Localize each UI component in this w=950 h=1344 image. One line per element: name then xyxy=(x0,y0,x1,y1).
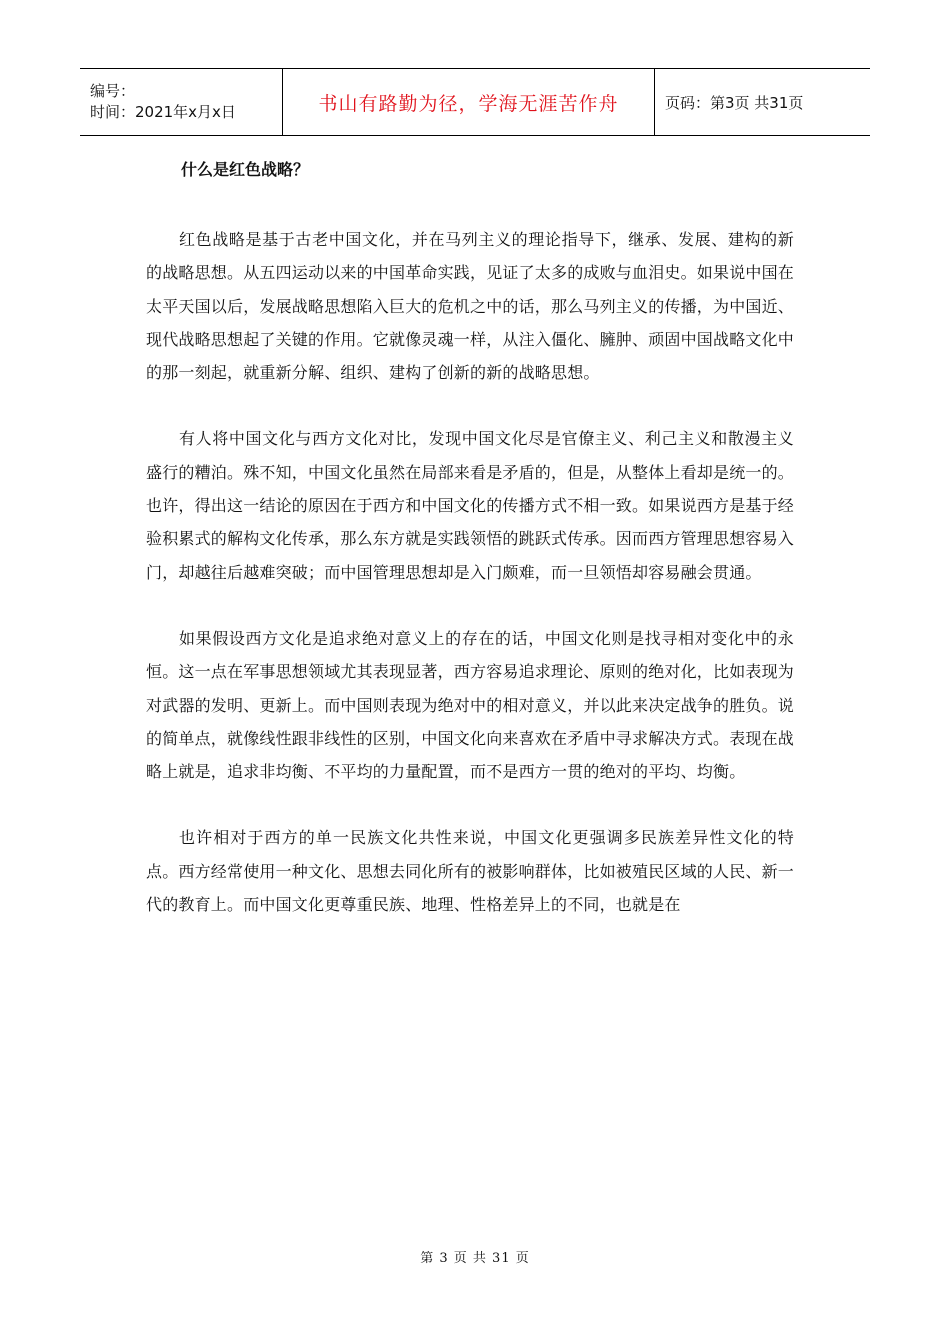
paragraph: 红色战略是基于古老中国文化，并在马列主义的理论指导下，继承、发展、建构的新的战略思想。从五四运动以来的中国革命实践，见证了太多的成败与血泪史。如果说中国在太平天国以后，发展战略思想陷入巨大的危机之中的话，那么马列主义的传播，为中国近、现代战略思想起了关键的作用。它就像灵魂一样，从注入僵化、臃肿、顽固中国战略文化中的那一刻起，就重新分解、组织、建构了创新的新的战略思想。 xyxy=(146,230,795,383)
paragraph: 如果假设西方文化是追求绝对意义上的存在的话，中国文化则是找寻相对变化中的永恒。这一点在军事思想领域尤其表现显著，西方容易追求理论、原则的绝对化，比如表现为对武器的发明、更新上。而中国则表现为绝对中的相对意义，并以此来决定战争的胜负。说的简单点，就像线性跟非线性的区别，中国文化向来喜欢在矛盾中寻求解决方式。表现在战略上就是，追求非均衡、不平均的力量配置，而不是西方一贯的绝对的平均、均衡。 xyxy=(146,628,795,782)
paragraph: 有人将中国文化与西方文化对比，发现中国文化尽是官僚主义、利己主义和散漫主义盛行的糟泊。殊不知，中国文化虽然在局部来看是矛盾的，但是，从整体上看却是统一的。也许，得出这一结论的原因在于西方和中国文化的传播方式不相一致。如果说西方是基于经验积累式的解构文化传承，那么东方就是实践领悟的跳跃式传承。因而西方管理思想容易入门，却越往后越难突破；而中国管理思想却是入门颇难，而一旦领悟却容易融会贯通。 xyxy=(146,429,795,582)
header-motto xyxy=(283,69,655,135)
article-heading: 什么是红色战略？ xyxy=(181,160,310,179)
motto-text: 书山有路勤为径，学海无涯苦作舟 xyxy=(318,92,619,115)
page-info-text: 页码：第3页 共31页 xyxy=(665,93,804,112)
paragraph: 也许相对于西方的单一民族文化共性来说，中国文化更强调多民族差异性文化的特点。西方经常使用一种文化、思想去同化所有的被影响群体，比如被殖民区域的人民、新一代的教育上。而中国文化更尊重民族、地理、性格差异上的不同，也就是在 xyxy=(146,828,795,915)
page-header xyxy=(80,68,870,136)
page-footer: 第 3 页 共 31 页 xyxy=(420,1251,530,1266)
time-label: 时间：2021年x月x日 xyxy=(90,103,236,121)
header-page-info xyxy=(655,69,870,135)
number-label: 编号： xyxy=(90,82,136,100)
article-body xyxy=(146,156,794,954)
header-meta xyxy=(80,69,283,135)
